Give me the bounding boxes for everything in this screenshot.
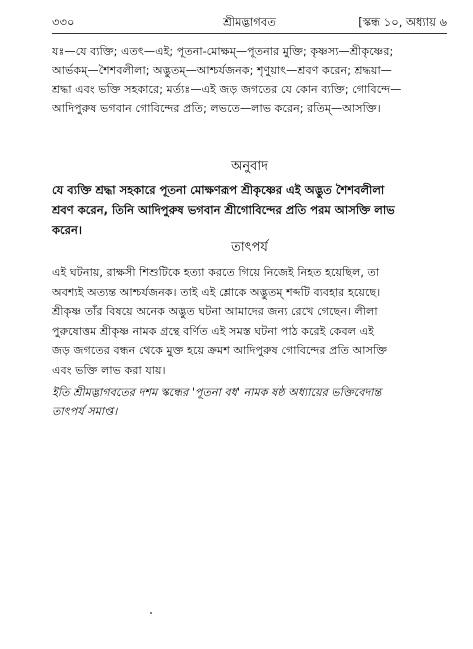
- purport-line: জড় জগতের বন্ধন থেকে মুক্ত হয়ে ক্রমশ আদিপুরুষ গোবিন্দের প্রতি আসক্তি: [52, 344, 388, 357]
- purport-line: অবশ্যই অত্যন্ত আশ্চর্যজনক। তাই এই শ্লোকে অদ্ভুতম্ শব্দটি ব্যবহার হয়েছে।: [52, 285, 381, 299]
- chapter-reference: [স্কন্ধ ১০, অধ্যায় ৬: [358, 15, 447, 29]
- synonyms-line: আদিপুরুষ ভগবান গোবিন্দের প্রতি; লভতে—লাভ করেন; রতিম্—আসক্তি।: [52, 102, 381, 115]
- translation-line: শ্রবণ করেন, তিনি আদিপুরুষ ভগবান শ্রীগোবিন্দের প্রতি পরম আসক্তি লাভ: [52, 203, 395, 217]
- colophon-line: ইতি শ্রীমদ্ভাগবতের দশম স্কন্ধের 'পূতনা বধ' নামক ষষ্ঠ অধ্যায়ের ভক্তিবেদান্ত: [52, 386, 382, 399]
- synonyms-line: যঃ—যে ব্যক্তি; এতৎ—এই; পূতনা-মোক্ষম্—পূতনার মুক্তি; কৃষ্ণস্য—শ্রীকৃষ্ণের;: [52, 45, 394, 58]
- purport-line: এই ঘটনায়, রাক্ষসী শিশুটিকে হত্যা করতে গিয়ে নিজেই নিহত হয়েছিল, তা: [52, 266, 380, 279]
- purport-line: এবং ভক্তি লাভ করা যায়।: [52, 363, 166, 377]
- purport-line: শ্রীকৃষ্ণ তাঁর বিষয়ে অনেক অদ্ভুত ঘটনা আমাদের জন্য রেখে গেছেন। লীলা: [52, 305, 378, 318]
- running-header: [52, 14, 447, 32]
- purport-line: পুরুষোত্তম শ্রীকৃষ্ণ নামক গ্রন্থে বর্ণিত এই সমস্ত ঘটনা পাঠ করেই কেবল এই: [52, 324, 374, 338]
- translation-block: [52, 180, 447, 240]
- page-number: ৩৩০: [52, 15, 75, 29]
- book-title: শ্রীমদ্ভাগবত: [223, 15, 276, 29]
- purport-block: [52, 263, 447, 380]
- colophon-line: তাৎপর্য সমাপ্ত।: [52, 405, 118, 418]
- scan-speck: [150, 612, 152, 614]
- translation-line: যে ব্যক্তি শ্রদ্ধা সহকারে পূতনা মোক্ষণরূপ শ্রীকৃষ্ণের এই অদ্ভুত শৈশবলীলা: [52, 183, 385, 197]
- translation-heading: অনুবাদ: [231, 159, 268, 174]
- synonyms-line: শ্রদ্ধা এবং ভক্তি সহকারে; মর্ত্যঃ—এই জড় জগতের যে কোন ব্যক্তি; গোবিন্দে—: [52, 83, 402, 96]
- synonyms-block: [52, 42, 447, 118]
- chapter-colophon: [52, 383, 447, 421]
- purport-heading: তাৎপর্য: [231, 240, 268, 255]
- synonyms-line: আর্ভকম্—শৈশবলীলা; অদ্ভুতম্—আশ্চর্যজনক; শৃণুয়াৎ—শ্রবণ করেন; শ্রদ্ধয়া—: [52, 64, 392, 77]
- header-rule: [52, 33, 447, 34]
- translation-line: করেন।: [52, 223, 82, 237]
